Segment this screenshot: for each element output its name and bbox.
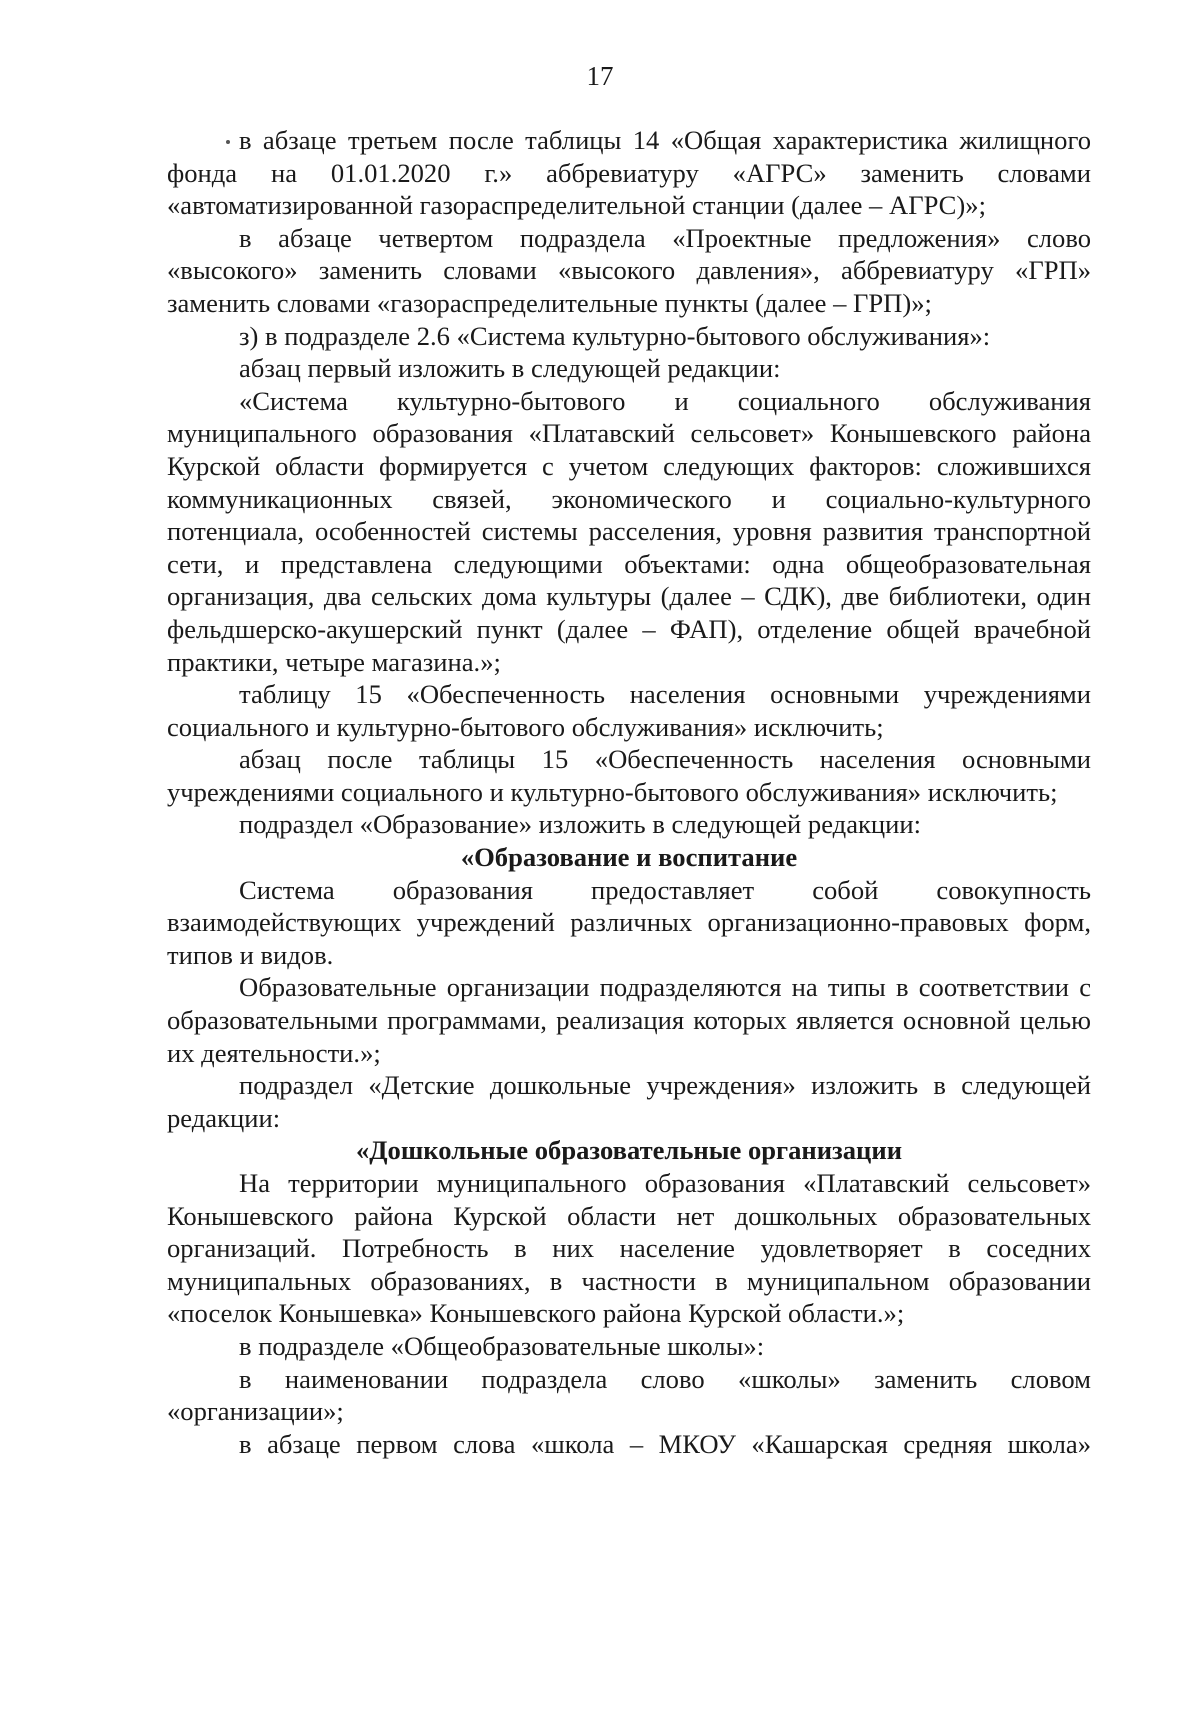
document-body (167, 124, 1091, 1460)
paragraph: подраздел «Детские дошкольные учреждения» изложить в следующей редакции: (167, 1070, 1091, 1133)
paragraph: таблицу 15 «Обеспеченность населения основными учреждениями социального и культурно-бытового обслуживания» исключить; (167, 679, 1091, 742)
paragraph: абзац после таблицы 15 «Обеспеченность населения основными учреждениями социального и культурно-бытового обслуживания» исключить; (167, 744, 1091, 807)
section-heading: «Дошкольные образовательные организации (355, 1135, 903, 1166)
paragraph: На территории муниципального образования «Платавский сельсовет» Конышевского района Курской области нет дошкольных образовательных организаций. Потребность в них население удовлетворяет в соседних муниципальных образованиях, в частности в муниципальном образовании «поселок Конышевка» Конышевского района Курской области.»; (167, 1168, 1091, 1329)
paragraph: Система образования предоставляет собой совокупность взаимодействующих учреждений различных организационно-правовых форм, типов и видов. (167, 874, 1091, 970)
paragraph: подраздел «Образование» изложить в следующей редакции: (239, 809, 921, 840)
page-number: 17 (586, 61, 614, 91)
paragraph: «Система культурно-бытового и социального обслуживания муниципального образования «Платавский сельсовет» Конышевского района Курской области формируется с учетом следующих факторов: сложившихся коммуникационных связей, экономического и социально-культурного потенциала, особенностей системы расселения, уровня развития транспортной сети, и представлена следующими объектами: одна общеобразовательная организация, два сельских дома культуры (далее – СДК), две библиотеки, один фельдшерско-акушерский пункт (далее – ФАП), отделение общей врачебной практики, четыре магазина.»; (167, 385, 1091, 677)
paragraph: в подразделе «Общеобразовательные школы»: (239, 1330, 765, 1361)
section-heading: «Образование и воспитание (460, 842, 798, 873)
paragraph: в абзаце четвертом подраздела «Проектные предложения» слово «высокого» заменить словами «высокого давления», аббревиатуру «ГРП» заменить словами «газораспределительные пункты (далее – ГРП)»; (167, 222, 1091, 318)
paragraph: в наименовании подраздела слово «школы» заменить словом «организации»; (167, 1363, 1091, 1427)
paragraph: з) в подразделе 2.6 «Система культурно-бытового обслуживания»: (239, 320, 991, 351)
paragraph: в абзаце первом слова «школа – МКОУ «Кашарская средняя школа» (239, 1428, 1091, 1459)
paragraph: абзац первый изложить в следующей редакции: (239, 353, 781, 384)
paragraph: в абзаце третьем после таблицы 14 «Общая характеристика жилищного фонда на 01.01.2020 г.» аббревиатуру «АГРС» заменить словами «автоматизированной газораспределительной станции (далее – АГРС)»; (167, 125, 1091, 221)
paragraph: Образовательные организации подразделяются на типы в соответствии с образовательными программами, реализация которых является основной целью их деятельности.»; (167, 972, 1091, 1068)
